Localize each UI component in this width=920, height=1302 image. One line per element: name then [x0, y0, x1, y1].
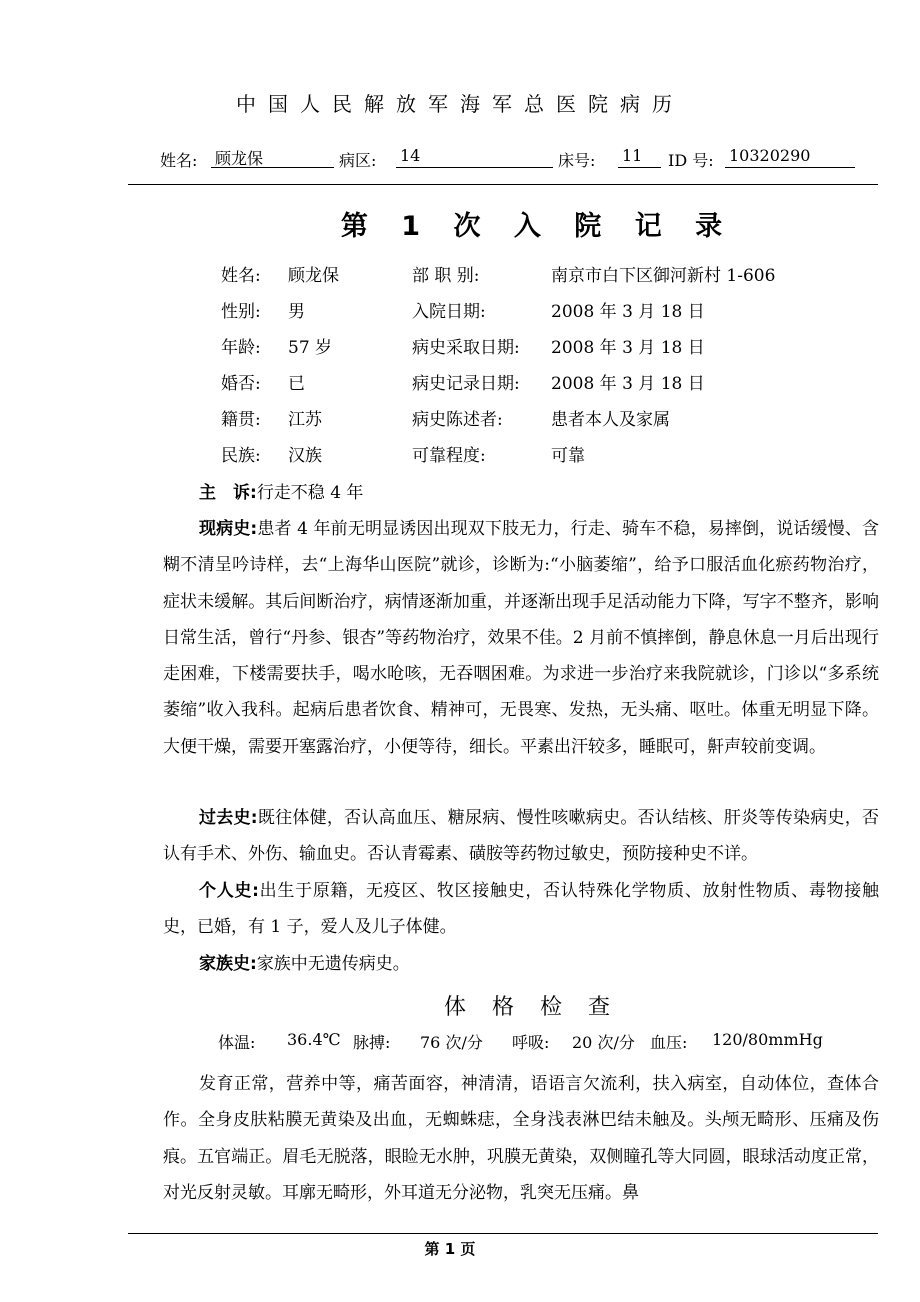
- exam-title: 体格检查: [443, 995, 636, 1020]
- pulse-value: 76 次/分: [420, 1033, 483, 1052]
- info-label: 民族:: [221, 446, 261, 466]
- info-label: 籍贯:: [221, 410, 261, 430]
- info-value: 男: [288, 302, 305, 322]
- section-label: 家族史:: [199, 954, 257, 974]
- section-text: 既往体健，否认高血压、糖尿病、慢性咳嗽病史。否认结核、肝炎等传染病史，否认有手术、外伤、输血史。否认青霉素、磺胺等药物过敏史，预防接种史不详。: [163, 808, 879, 865]
- ward-label: 病区:: [339, 151, 377, 170]
- id-label: ID 号:: [668, 151, 714, 170]
- info-value: 汉族: [288, 446, 322, 466]
- section-label: 过去史:: [199, 808, 258, 828]
- bed-label: 床号:: [558, 151, 596, 170]
- info-value: 57 岁: [288, 338, 333, 358]
- info-value: 南京市白下区御河新村 1-606: [551, 266, 776, 286]
- info-value: 可靠: [551, 446, 585, 466]
- info-label: 婚否:: [221, 374, 261, 394]
- name-value: 顾龙保: [211, 146, 334, 168]
- present-illness: [163, 511, 879, 765]
- info-value: 江苏: [288, 410, 322, 430]
- info-label: 性别:: [221, 302, 261, 322]
- exam-text: 发育正常，营养中等，痛苦面容，神清清，语语言欠流利，扶入病室，自动体位，查体合作。全身皮肤粘膜无黄染及出血，无蜘蛛痣，全身浅表淋巴结未触及。头颅无畸形、压痛及伤痕。五官端正。眉毛无脱落，眼睑无水肿，巩膜无黄染，双侧瞳孔等大同圆，眼球活动度正常，对光反射灵敏。耳廓无畸形，外耳道无分泌物，乳突无压痛。鼻: [163, 1074, 879, 1203]
- info-value: 已: [288, 374, 305, 394]
- section-label: 个人史:: [199, 881, 259, 901]
- family-history: [163, 946, 879, 982]
- chief-complaint: [163, 475, 879, 511]
- info-label: 病史记录日期:: [412, 374, 520, 394]
- info-label: 部 职 别:: [412, 266, 480, 286]
- past-history: [163, 800, 879, 873]
- temp-value: 36.4℃: [287, 1030, 341, 1049]
- page-number: 第 1 页: [424, 1240, 476, 1258]
- ward-value: 14: [396, 146, 553, 168]
- info-value: 患者本人及家属: [551, 410, 670, 430]
- temp-label: 体温:: [218, 1033, 256, 1052]
- info-value: 2008 年 3 月 18 日: [551, 338, 705, 358]
- id-value: 10320290: [725, 146, 855, 168]
- section-label: 主 诉:: [199, 483, 257, 503]
- info-label: 年龄:: [221, 338, 261, 358]
- bed-value: 11: [618, 146, 661, 168]
- resp-value: 20 次/分: [572, 1033, 635, 1052]
- section-text: 行走不稳 4 年: [256, 483, 364, 503]
- bp-label: 血压:: [650, 1033, 688, 1052]
- info-label: 入院日期:: [412, 302, 486, 322]
- header-rule: [128, 184, 878, 185]
- record-title: 第 1 次 入 院 记 录: [340, 211, 735, 242]
- bp-value: 120/80mmHg: [712, 1030, 823, 1049]
- section-label: 现病史:: [199, 519, 258, 539]
- section-text: 患者 4 年前无明显诱因出现双下肢无力，行走、骑车不稳，易摔倒，说话缓慢、含糊不清呈吟诗样，去“上海华山医院”就诊，诊断为:“小脑萎缩”，给予口服活血化瘀药物治疗，症状未缓解。其后间断治疗，病情逐渐加重，并逐渐出现手足活动能力下降，写字不整齐，影响日常生活，曾行“丹参、银杏”等药物治疗，效果不佳。2 月前不慎摔倒，静息休息一月后出现行走困难，下楼需要扶手，喝水呛咳，无吞咽困难。为求进一步治疗来我院就诊，门诊以“多系统萎缩”收入我科。起病后患者饮食、精神可，无畏寒、发热，无头痛、呕吐。体重无明显下降。大便干燥，需要开塞露治疗，小便等待，细长。平素出汗较多，睡眠可，鼾声较前变调。: [163, 519, 879, 757]
- resp-label: 呼吸:: [512, 1033, 550, 1052]
- info-value: 2008 年 3 月 18 日: [551, 374, 705, 394]
- info-label: 姓名:: [221, 266, 261, 286]
- section-text: 出生于原籍，无疫区、牧区接触史，否认特殊化学物质、放射性物质、毒物接触史，已婚，有 1 子，爱人及儿子体健。: [163, 881, 879, 938]
- info-label: 病史陈述者:: [412, 410, 503, 430]
- info-label: 可靠程度:: [412, 446, 486, 466]
- info-value: 2008 年 3 月 18 日: [551, 302, 705, 322]
- info-value: 顾龙保: [288, 266, 339, 286]
- pulse-label: 脉搏:: [353, 1033, 391, 1052]
- personal-history: [163, 873, 879, 946]
- section-text: 家族中无遗传病史。: [256, 954, 410, 974]
- name-label: 姓名:: [160, 151, 198, 170]
- info-label: 病史采取日期:: [412, 338, 520, 358]
- hospital-title: 中国人民解放军海军总医院病历: [236, 92, 684, 116]
- footer-rule: [128, 1233, 878, 1234]
